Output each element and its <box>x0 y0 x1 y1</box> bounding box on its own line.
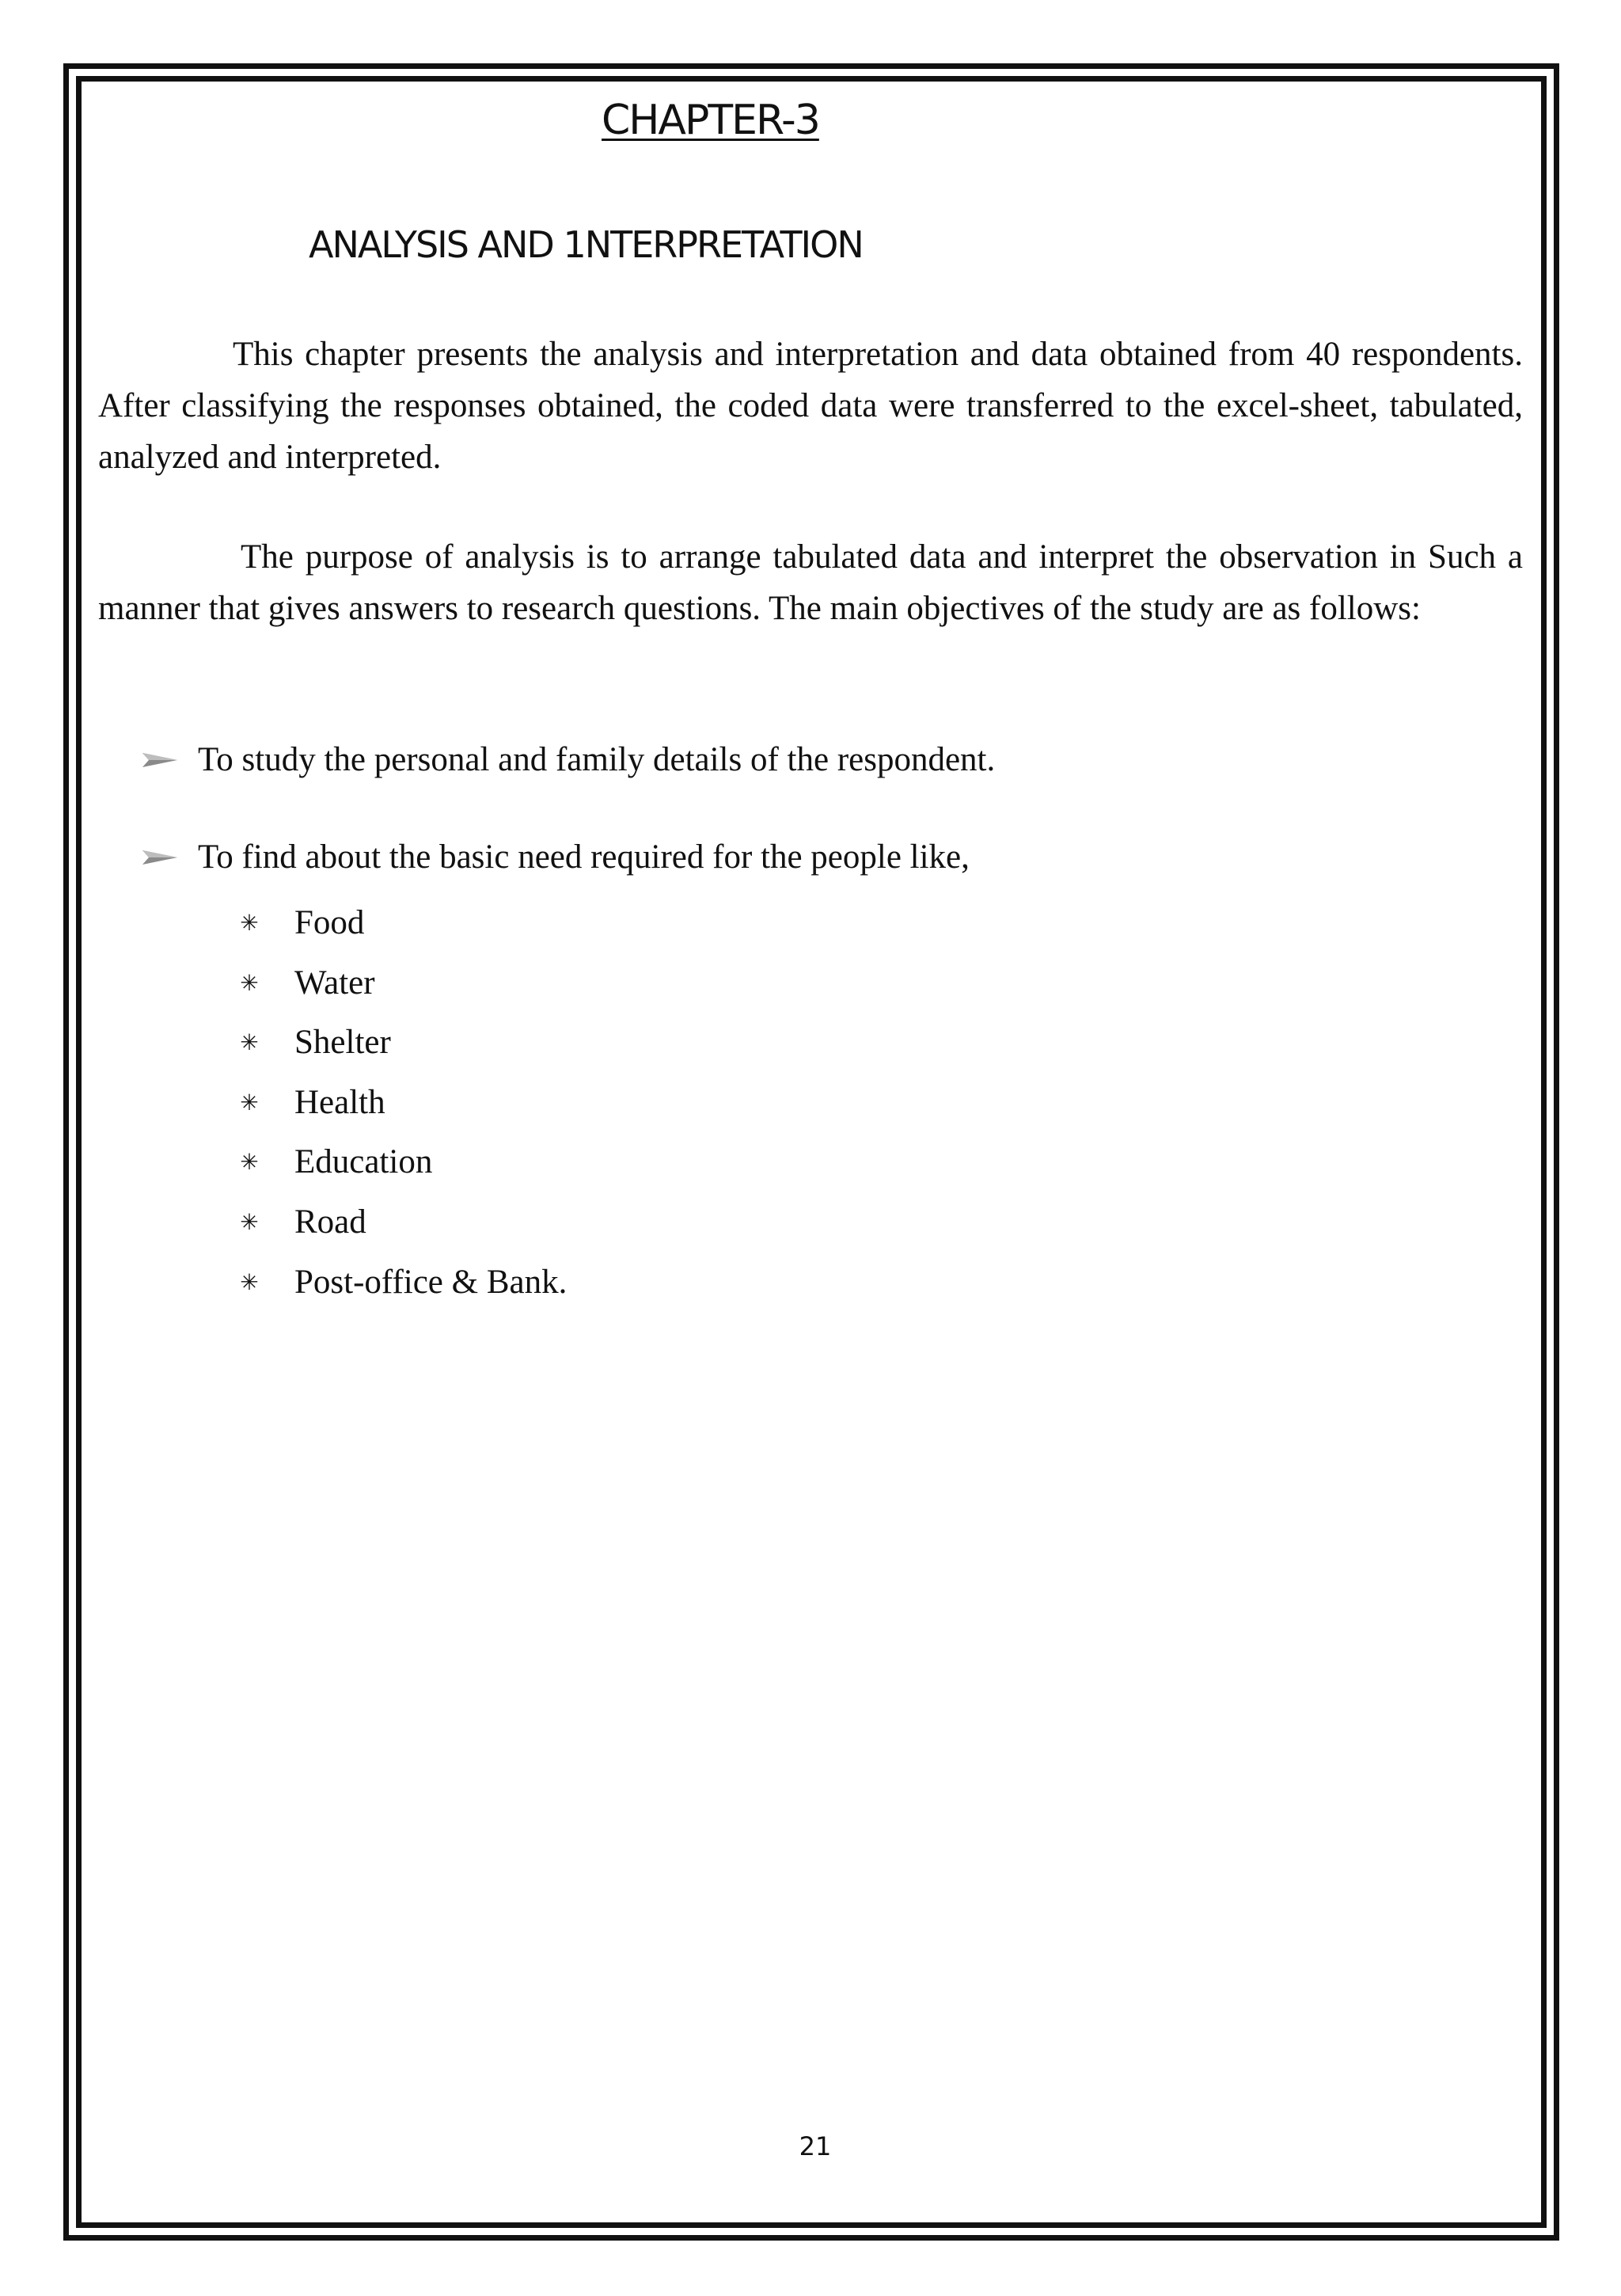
arrow-pointer-icon <box>142 849 182 866</box>
objective-text: To find about the basic need required for the people like, <box>198 838 970 876</box>
asterisk-icon: ✳ <box>240 1268 259 1295</box>
list-item-label: Road <box>294 1203 366 1241</box>
asterisk-icon: ✳ <box>240 910 259 936</box>
asterisk-icon: ✳ <box>240 1208 259 1235</box>
intro-paragraph-text: This chapter presents the analysis and interpretation and data obtained from 40 respondents. After classifying the responses obtained, the coded data were transferred to the excel-sheet, tabulated, analyzed and interpreted. <box>98 336 1523 476</box>
list-item <box>237 893 567 953</box>
basic-needs-list <box>237 893 567 1312</box>
asterisk-icon: ✳ <box>240 969 259 996</box>
list-item <box>237 1073 567 1133</box>
purpose-paragraph-text: The purpose of analysis is to arrange tabulated data and interpret the observation in Such a manner that gives answers to research questions. The main objectives of the study are as follows: <box>98 538 1523 627</box>
objective-text: To study the personal and family details of the respondent. <box>198 741 996 778</box>
list-item <box>237 1132 567 1192</box>
list-item <box>237 1253 567 1313</box>
list-item-label: Shelter <box>294 1024 391 1062</box>
list-item-label: Food <box>294 904 365 941</box>
list-item-label: Post-office & Bank. <box>294 1263 568 1301</box>
arrow-pointer-icon <box>142 751 182 769</box>
purpose-paragraph <box>98 531 1523 634</box>
list-item <box>237 953 567 1013</box>
objective-item <box>142 736 995 784</box>
asterisk-icon: ✳ <box>240 1029 259 1056</box>
list-item-label: Health <box>294 1083 385 1121</box>
objective-item <box>142 834 970 881</box>
chapter-title: CHAPTER-3 <box>602 97 819 144</box>
list-item-label: Water <box>294 964 375 1002</box>
intro-paragraph <box>98 329 1523 483</box>
list-item <box>237 1192 567 1253</box>
page-number: 21 <box>799 2131 832 2161</box>
asterisk-icon: ✳ <box>240 1089 259 1116</box>
section-title: ANALYSIS AND 1NTERPRETATION <box>309 223 863 266</box>
list-item <box>237 1013 567 1073</box>
asterisk-icon: ✳ <box>240 1149 259 1176</box>
list-item-label: Education <box>294 1143 433 1181</box>
